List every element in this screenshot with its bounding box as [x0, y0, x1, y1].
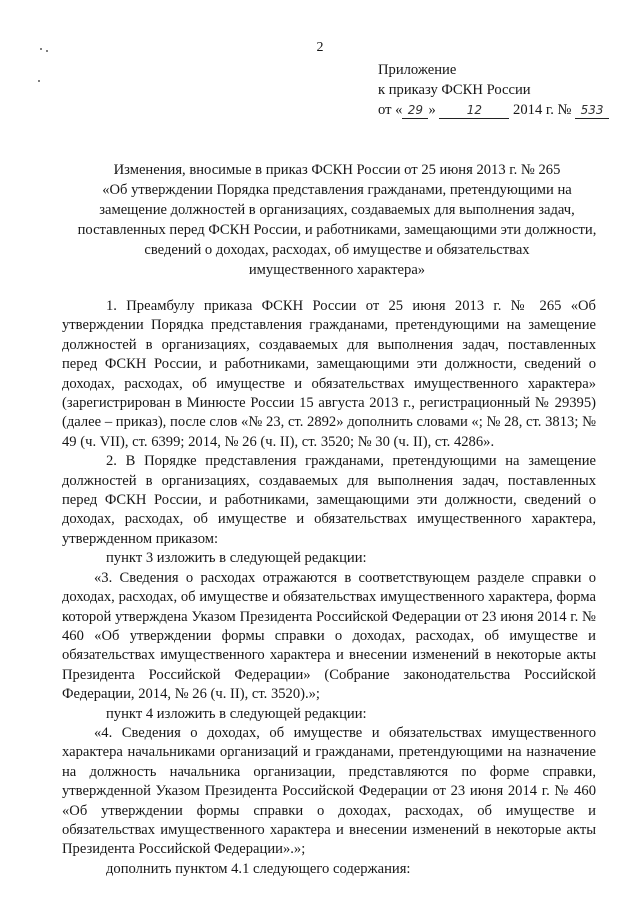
date-prefix: от «: [378, 102, 403, 118]
paragraph-2: 2. В Порядке представления гражданами, претендующими на замещение должностей в организациях, создаваемых для выполнения задач, поставленных перед ФСКН России, и работниками, замещающими эти должности, сведений о доходах, расходах, об имуществе и обязательствах имущественного характера, утвержденном приказом:: [62, 453, 596, 547]
heading-line: сведений о доходах, расходах, об имуществе и обязательствах: [144, 242, 530, 258]
paragraph-5: пункт 4 изложить в следующей редакции:: [106, 705, 367, 722]
appendix-order-ref: к приказу ФСКН России: [378, 82, 531, 98]
heading-line: замещение должностей в организациях, создаваемых для выполнения задач,: [99, 202, 575, 218]
document-heading: [64, 160, 610, 280]
date-year: 2014 г. №: [513, 102, 572, 118]
paragraph-4: «3. Сведения о расходах отражаются в соответствующем разделе справки о доходах, расходах, об имуществе и обязательствах имущественного характера, форма которой утверждена Указом Президента Российской Федерации от 23 июня 2014 г. № 460 «Об утверждении формы справки о доходах, расходах, об имуществе и обязательствах имущественного характера и внесении изменений в некоторые акты Президента Российской Федерации» (Собрание законодательства Российской Федерации, 2014, № 26 (ч. II), ст. 3520).»;: [62, 569, 596, 703]
page-number: 2: [316, 40, 324, 55]
date-month: 12: [439, 103, 509, 119]
date-mid: »: [428, 102, 436, 118]
paragraph-7: дополнить пунктом 4.1 следующего содержания:: [106, 860, 411, 877]
date-day: 29: [402, 103, 428, 119]
heading-line: «Об утверждении Порядка представления гражданами, претендующими на: [102, 182, 572, 198]
paragraph-1: 1. Преамбулу приказа ФСКН России от 25 июня 2013 г. № 265 «Об утверждении Порядка представления гражданами, претендующими на замещение должностей в организациях, создаваемых для выполнения задач, поставленных перед ФСКН России, и работниками, замещающими эти должности, сведений о доходах, расходах, об имуществе и обязательствах имущественного характера» (зарегистрирован в Минюсте России 15 августа 2013 г., регистрационный № 29395) (далее – приказ), после слов «№ 23, ст. 2892» дополнить словами «; № 28, ст. 3813; № 49 (ч. VII), ст. 6399; 2014, № 26 (ч. II), ст. 3520; № 30 (ч. II), ст. 4286».: [62, 298, 596, 450]
heading-line: поставленных перед ФСКН России, и работниками, замещающими эти должности,: [77, 222, 597, 238]
scan-speck: [38, 80, 40, 82]
order-number: 533: [575, 103, 609, 119]
paragraph-6: «4. Сведения о доходах, об имуществе и обязательствах имущественного характера начальниками организаций и гражданами, претендующими на назначение на должность начальника организации, представляются по форме справки, утвержденной Указом Президента Российской Федерации от 23 июня 2014 г. № 460 «Об утверждении формы справки о доходах, расходах, об имуществе и обязательствах имущественного характера и внесении изменений в некоторые акты Президента Российской Федерации».»;: [62, 724, 596, 858]
appendix-title: Приложение: [378, 62, 457, 78]
paragraph-3: пункт 3 изложить в следующей редакции:: [106, 550, 367, 567]
heading-line: имущественного характера»: [248, 262, 426, 278]
heading-line: Изменения, вносимые в приказ ФСКН России от 25 июня 2013 г. № 265: [113, 162, 561, 178]
document-body: [62, 297, 596, 879]
appendix-block: [378, 60, 628, 120]
appendix-date-line: [378, 100, 628, 120]
